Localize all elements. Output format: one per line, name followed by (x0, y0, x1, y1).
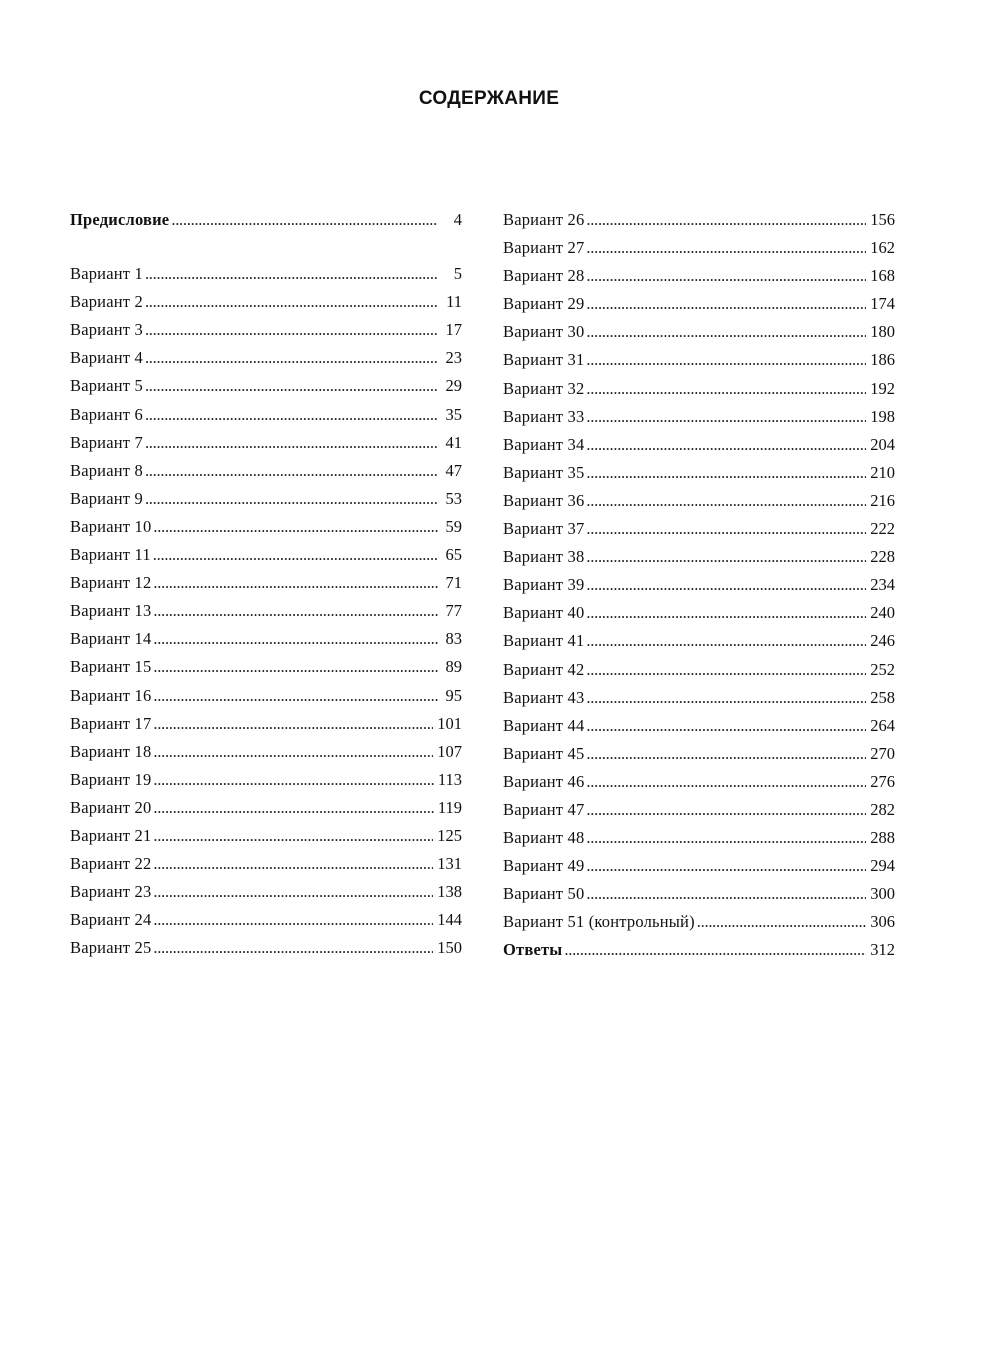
dot-leader (153, 878, 433, 906)
toc-entry-label: Вариант 29 (503, 294, 585, 314)
toc-entry-label: Вариант 41 (503, 631, 585, 651)
dot-leader (145, 260, 438, 288)
dot-leader (153, 653, 438, 681)
toc-entry-label: Вариант 22 (70, 854, 152, 874)
toc-entry[interactable] (503, 543, 895, 571)
toc-entry-label: Вариант 48 (503, 828, 585, 848)
toc-entry-page-number: 5 (453, 264, 462, 284)
toc-entry[interactable] (503, 880, 895, 908)
dot-leader (153, 906, 433, 934)
toc-entry[interactable] (503, 571, 895, 599)
toc-entry-page-number: 276 (870, 771, 895, 791)
toc-entry-label: Вариант 14 (70, 629, 152, 649)
toc-entry[interactable] (70, 850, 462, 878)
dot-leader (153, 682, 438, 710)
toc-entry-label: Вариант 7 (70, 432, 143, 452)
dot-leader (153, 766, 433, 794)
toc-entry-label: Вариант 26 (503, 210, 585, 229)
dot-leader (586, 262, 866, 290)
toc-entry[interactable] (503, 656, 895, 684)
toc-entry-label: Вариант 45 (503, 743, 585, 763)
dot-leader (586, 543, 866, 571)
toc-entry-page-number: 228 (870, 547, 895, 567)
toc-entry-label: Вариант 18 (70, 741, 152, 761)
dot-leader (586, 571, 866, 599)
toc-entry-label: Вариант 13 (70, 601, 152, 621)
toc-entry-page-number: 35 (445, 404, 462, 424)
toc-entry[interactable] (503, 796, 895, 824)
dot-leader (586, 459, 866, 487)
dot-leader (153, 710, 433, 738)
toc-entry-page-number: 125 (437, 825, 462, 845)
toc-entry-page-number: 53 (445, 488, 462, 508)
toc-entry-page-number: 131 (437, 854, 462, 874)
toc-entry-label: Вариант 24 (70, 910, 152, 930)
dot-leader (697, 908, 866, 936)
toc-entry-label: Вариант 25 (70, 938, 152, 958)
toc-entry-page-number: 41 (445, 432, 462, 452)
toc-entry-page-number: 119 (437, 797, 462, 817)
dot-leader (153, 569, 438, 597)
toc-entry-label: Вариант 3 (70, 320, 143, 340)
toc-entry[interactable] (503, 684, 895, 712)
toc-entry-page-number: 186 (870, 350, 895, 370)
toc-entry-page-number: 150 (437, 938, 462, 958)
dot-leader (145, 316, 438, 344)
toc-entry-label: Вариант 49 (503, 856, 585, 876)
toc-entry-label: Вариант 21 (70, 825, 152, 845)
toc-entry-page-number: 162 (870, 238, 895, 258)
dot-leader (153, 794, 433, 822)
toc-entry-page-number: 204 (870, 434, 895, 454)
toc-entry-label: Вариант 46 (503, 771, 585, 791)
dot-leader (153, 822, 433, 850)
toc-entry-page-number: 101 (437, 713, 462, 733)
toc-entry-label: Вариант 44 (503, 715, 585, 735)
toc-entry-label: Предисловие (70, 210, 170, 229)
toc-entry-page-number: 258 (870, 687, 895, 707)
toc-entry-label: Вариант 16 (70, 685, 152, 705)
dot-leader (586, 290, 866, 318)
toc-entry-page-number: 210 (870, 462, 895, 482)
toc-entry[interactable] (503, 852, 895, 880)
toc-entry-label: Вариант 9 (70, 488, 143, 508)
toc-entry-page-number: 246 (870, 631, 895, 651)
toc-entry-page-number: 138 (437, 882, 462, 902)
toc-entry-page-number: 47 (445, 460, 462, 480)
toc-entry[interactable] (70, 710, 462, 738)
toc-entry-label: Вариант 2 (70, 292, 143, 312)
toc-entry-label: Вариант 1 (70, 264, 143, 284)
toc-entry-label: Вариант 31 (503, 350, 585, 370)
toc-entry[interactable] (503, 459, 895, 487)
toc-entry-page-number: 144 (437, 910, 462, 930)
toc-entry-label: Вариант 27 (503, 238, 585, 258)
dot-leader (145, 457, 438, 485)
dot-leader (586, 880, 866, 908)
dot-leader (586, 487, 866, 515)
toc-entry[interactable] (70, 878, 462, 906)
dot-leader (153, 597, 438, 625)
toc-entry-label: Вариант 20 (70, 797, 152, 817)
toc-entry-label: Вариант 35 (503, 462, 585, 482)
toc-entry-label: Вариант 6 (70, 404, 143, 424)
toc-entry[interactable] (70, 738, 462, 766)
toc-entry[interactable] (70, 625, 462, 653)
toc-entry-label: Вариант 36 (503, 490, 585, 510)
toc-entry-label: Вариант 43 (503, 687, 585, 707)
toc-entry-label: Вариант 17 (70, 713, 152, 733)
toc-entry[interactable] (503, 740, 895, 768)
dot-leader (153, 625, 438, 653)
toc-entry[interactable] (70, 822, 462, 850)
toc-entry-page-number: 282 (870, 799, 895, 819)
toc-entry[interactable] (70, 401, 462, 429)
toc-entry-label: Вариант 15 (70, 657, 152, 677)
toc-entry-page-number: 23 (445, 348, 462, 368)
toc-entry-label: Вариант 10 (70, 516, 152, 536)
toc-entry-label: Вариант 11 (70, 545, 151, 565)
dot-leader (586, 403, 866, 431)
toc-entry[interactable] (70, 766, 462, 794)
toc-entry[interactable] (503, 234, 895, 262)
toc-entry[interactable] (503, 290, 895, 318)
toc-entry-page-number: 174 (870, 294, 895, 314)
toc-entry-label: Вариант 12 (70, 573, 152, 593)
dot-leader (586, 627, 866, 655)
toc-entry[interactable] (70, 569, 462, 597)
toc-entry-label: Вариант 37 (503, 519, 585, 539)
dot-leader (153, 738, 433, 766)
toc-entry[interactable] (503, 515, 895, 543)
toc-entry[interactable] (503, 206, 895, 234)
toc-entry-label: Вариант 30 (503, 322, 585, 342)
dot-leader (586, 515, 866, 543)
toc-left-column (70, 206, 462, 962)
dot-leader (586, 712, 866, 740)
toc-entry-label: Вариант 5 (70, 376, 143, 396)
dot-leader (586, 318, 866, 346)
dot-leader (586, 768, 866, 796)
toc-entry-page-number: 59 (445, 516, 462, 536)
toc-entry[interactable] (70, 372, 462, 400)
toc-entry[interactable] (503, 599, 895, 627)
toc-entry-page-number: 252 (870, 659, 895, 679)
toc-entry[interactable] (503, 346, 895, 374)
toc-entry-label: Вариант 38 (503, 547, 585, 567)
toc-entry[interactable] (70, 682, 462, 710)
dot-leader (564, 936, 866, 964)
toc-entry-label: Вариант 50 (503, 884, 585, 904)
toc-entry[interactable] (70, 344, 462, 372)
toc-entry-label: Вариант 34 (503, 434, 585, 454)
toc-entry-page-number: 294 (870, 856, 895, 876)
dot-leader (153, 850, 433, 878)
dot-leader (586, 431, 866, 459)
toc-entry-page-number: 222 (870, 519, 895, 539)
toc-entry-page-number: 65 (445, 545, 462, 565)
toc-entry[interactable] (70, 653, 462, 681)
dot-leader (145, 288, 438, 316)
toc-entry-page-number: 107 (437, 741, 462, 761)
dot-leader (145, 485, 438, 513)
toc-entry-page-number: 264 (870, 715, 895, 735)
dot-leader (145, 372, 438, 400)
toc-entry-page-number: 17 (445, 320, 462, 340)
toc-entry[interactable] (503, 375, 895, 403)
toc-entry[interactable] (503, 318, 895, 346)
toc-entry-page-number: 234 (870, 575, 895, 595)
dot-leader (586, 346, 866, 374)
toc-entry[interactable] (503, 403, 895, 431)
dot-leader (586, 684, 866, 712)
toc-entry-page-number: 288 (870, 828, 895, 848)
dot-leader (586, 599, 866, 627)
toc-entry[interactable] (70, 541, 462, 569)
toc-entry-page-number: 29 (445, 376, 462, 396)
toc-entry-page-number: 77 (445, 601, 462, 621)
toc-entry-label: Вариант 51 (контрольный) (503, 912, 695, 932)
toc-entry-label: Вариант 39 (503, 575, 585, 595)
toc-entry-page-number: 83 (445, 629, 462, 649)
toc-entry[interactable] (503, 824, 895, 852)
toc-entry[interactable] (503, 908, 895, 936)
toc-right-column (503, 206, 895, 965)
toc-entry-page-number: 192 (870, 378, 895, 398)
toc-entry-label: Ответы (503, 940, 563, 960)
toc-entry[interactable] (503, 627, 895, 655)
toc-entry-label: Вариант 42 (503, 659, 585, 679)
dot-leader (145, 429, 438, 457)
dot-leader (586, 656, 866, 684)
toc-entry-page-number: 312 (870, 940, 895, 960)
toc-entry[interactable] (70, 260, 462, 288)
toc-entry-label: Вариант 32 (503, 378, 585, 398)
toc-entry-label: Вариант 23 (70, 882, 152, 902)
toc-entry[interactable] (503, 262, 895, 290)
toc-entry-page-number: 198 (870, 406, 895, 426)
toc-entry[interactable] (503, 936, 895, 964)
toc-entry-page-number: 168 (870, 266, 895, 286)
toc-entry[interactable] (70, 316, 462, 344)
dot-leader (586, 796, 866, 824)
toc-entry-page-number: 71 (445, 573, 462, 593)
toc-entry-page-number: 306 (870, 912, 895, 932)
dot-leader (153, 541, 438, 569)
toc-entry-page-number: 11 (446, 292, 462, 312)
toc-entry-label: Вариант 33 (503, 406, 585, 426)
toc-entry-label: Вариант 4 (70, 348, 143, 368)
toc-entry[interactable] (70, 206, 462, 234)
dot-leader (153, 513, 438, 541)
page-title: СОДЕРЖАНИЕ (418, 88, 560, 109)
toc-entry[interactable] (70, 794, 462, 822)
toc-entry-page-number: 156 (870, 210, 895, 229)
dot-leader (586, 375, 866, 403)
toc-entry-label: Вариант 8 (70, 460, 143, 480)
toc-entry-page-number: 270 (870, 743, 895, 763)
toc-entry-page-number: 180 (870, 322, 895, 342)
toc-entry-page-number: 113 (437, 769, 462, 789)
toc-entry-label: Вариант 19 (70, 769, 152, 789)
toc-entry-label: Вариант 40 (503, 603, 585, 623)
dot-leader (586, 740, 866, 768)
toc-entry[interactable] (70, 429, 462, 457)
dot-leader (586, 234, 866, 262)
toc-entry[interactable] (70, 457, 462, 485)
dot-leader (145, 401, 438, 429)
toc-entry[interactable] (503, 712, 895, 740)
dot-leader (153, 934, 433, 962)
toc-entry[interactable] (70, 485, 462, 513)
toc-entry[interactable] (70, 597, 462, 625)
toc-entry-page-number: 216 (870, 490, 895, 510)
toc-entry[interactable] (70, 288, 462, 316)
toc-entry-label: Вариант 28 (503, 266, 585, 286)
dot-leader (586, 852, 866, 880)
toc-entry-page-number: 89 (445, 657, 462, 677)
toc-entry[interactable] (70, 906, 462, 934)
toc-entry[interactable] (70, 934, 462, 962)
toc-entry-page-number: 4 (453, 210, 462, 229)
dot-leader (171, 206, 438, 234)
toc-entry-page-number: 95 (445, 685, 462, 705)
toc-entry-label: Вариант 47 (503, 799, 585, 819)
toc-entry[interactable] (503, 431, 895, 459)
dot-leader (586, 824, 866, 852)
dot-leader (145, 344, 438, 372)
toc-entry[interactable] (70, 513, 462, 541)
toc-entry[interactable] (503, 768, 895, 796)
dot-leader (586, 206, 866, 234)
toc-entry-page-number: 300 (870, 884, 895, 904)
toc-entry[interactable] (503, 487, 895, 515)
toc-entry-page-number: 240 (870, 603, 895, 623)
